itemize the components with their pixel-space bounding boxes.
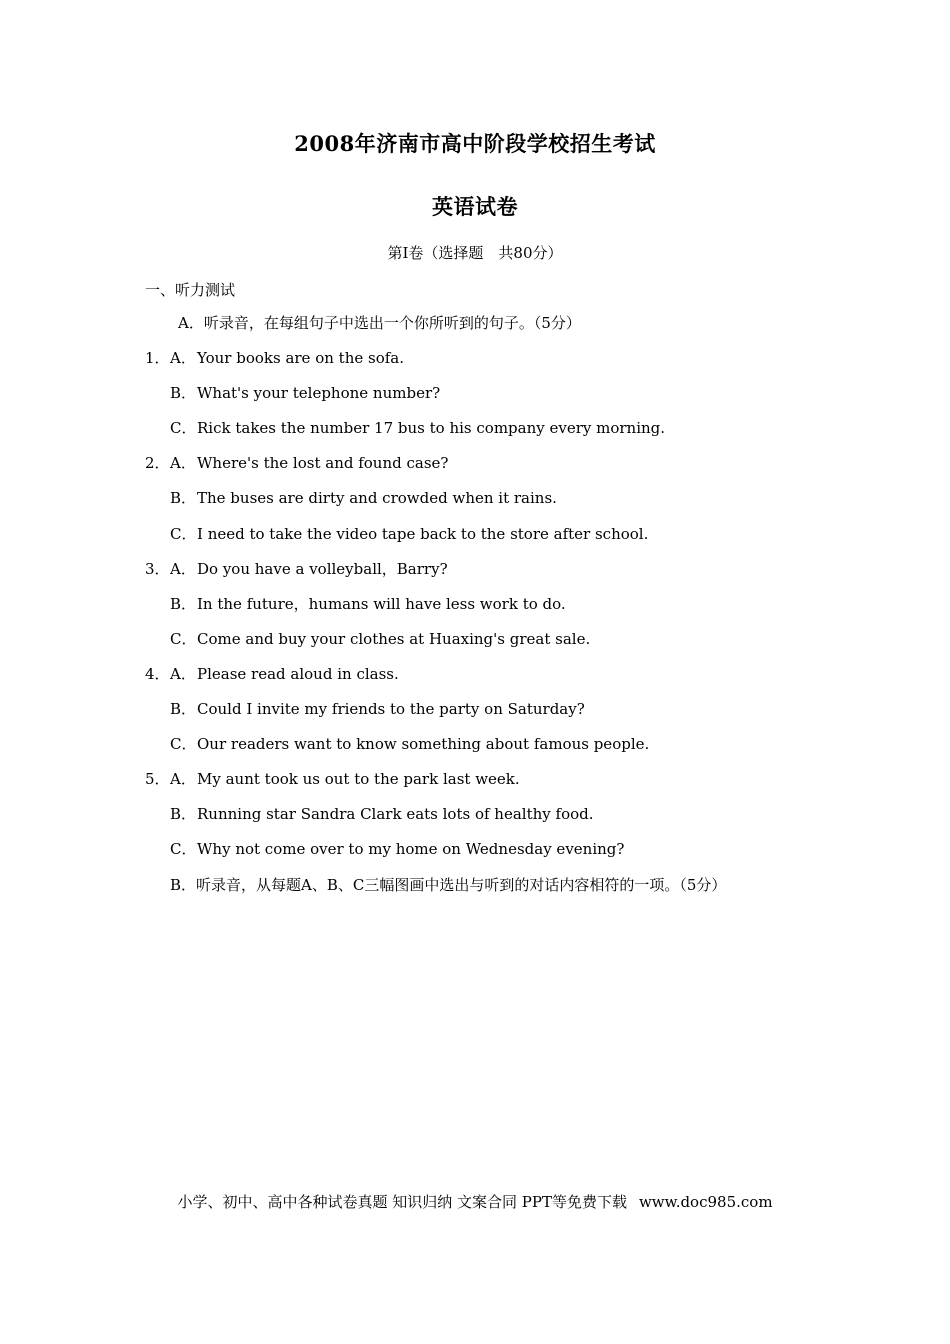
option-letter: C． (170, 525, 197, 543)
option-letter: B． (170, 805, 197, 823)
option-text: In the future，humans will have less work to do. (197, 595, 566, 613)
option-letter: B． (170, 700, 197, 718)
page-footer (0, 1191, 950, 1212)
option-text: My aunt took us out to the park last week. (197, 770, 520, 788)
section-heading-listening: 一、听力测试 (145, 281, 236, 299)
option-letter: C． (170, 419, 197, 437)
option-letter: B． (170, 384, 197, 402)
question-2-option-b (170, 488, 557, 508)
question-3-option-b (170, 594, 566, 614)
question-number: 1． (145, 349, 170, 367)
option-text: Running star Sandra Clark eats lots of healthy food. (197, 805, 594, 823)
option-text: I need to take the video tape back to the store after school. (197, 525, 649, 543)
question-number: 5． (145, 770, 170, 788)
question-number: 4． (145, 665, 170, 683)
option-text: Your books are on the sofa. (197, 349, 404, 367)
exam-title: 2008年济南市高中阶段学校招生考试 (294, 131, 656, 156)
question-5-option-a (145, 769, 520, 789)
question-number: 2． (145, 454, 170, 472)
question-3-option-a (145, 559, 448, 579)
question-4-option-c (170, 734, 649, 754)
option-letter: B． (170, 489, 197, 507)
question-5-option-c (170, 839, 624, 859)
option-letter: C． (170, 630, 197, 648)
option-text: Come and buy your clothes at Huaxing's great sale. (197, 630, 591, 648)
question-2-option-a (145, 453, 448, 473)
question-2-option-c (170, 524, 648, 544)
footer-text: 小学、初中、高中各种试卷真题 知识归纳 文案合同 PPT等免费下载 (177, 1193, 627, 1211)
option-text: Could I invite my friends to the party on Saturday? (197, 700, 585, 718)
option-text: Where's the lost and found case? (197, 454, 449, 472)
option-letter: A． (170, 454, 196, 472)
option-text: Rick takes the number 17 bus to his company every morning. (197, 419, 666, 437)
question-number: 3． (145, 560, 170, 578)
option-letter: C． (170, 840, 197, 858)
footer-url: www.doc985.com (638, 1193, 773, 1211)
option-text: Our readers want to know something about famous people. (197, 735, 650, 753)
option-letter: C． (170, 735, 197, 753)
question-1-option-a (145, 348, 404, 368)
part-a-instructions: A．听录音，在每组句子中选出一个你所听到的句子。（5分） (178, 314, 581, 332)
option-letter: A． (170, 560, 196, 578)
option-text: What's your telephone number? (197, 384, 441, 402)
question-4-option-a (145, 664, 399, 684)
question-1-option-c (170, 418, 665, 438)
option-letter: A． (170, 665, 196, 683)
option-text: The buses are dirty and crowded when it rains. (197, 489, 557, 507)
question-3-option-c (170, 629, 590, 649)
question-4-option-b (170, 699, 585, 719)
option-letter: A． (170, 349, 196, 367)
option-letter: B． (170, 595, 197, 613)
option-text: Please read aloud in class. (197, 665, 399, 683)
exam-subject: 英语试卷 (432, 194, 518, 219)
question-5-option-b (170, 804, 594, 824)
volume-heading: 第Ⅰ卷（选择题 共80分） (387, 244, 563, 262)
option-text: Why not come over to my home on Wednesday evening? (197, 840, 625, 858)
question-1-option-b (170, 383, 440, 403)
part-b-instructions: B．听录音，从每题A、B、C三幅图画中选出与听到的对话内容相符的一项。（5分） (170, 876, 727, 894)
option-letter: A． (170, 770, 196, 788)
option-text: Do you have a volleyball，Barry? (197, 560, 448, 578)
